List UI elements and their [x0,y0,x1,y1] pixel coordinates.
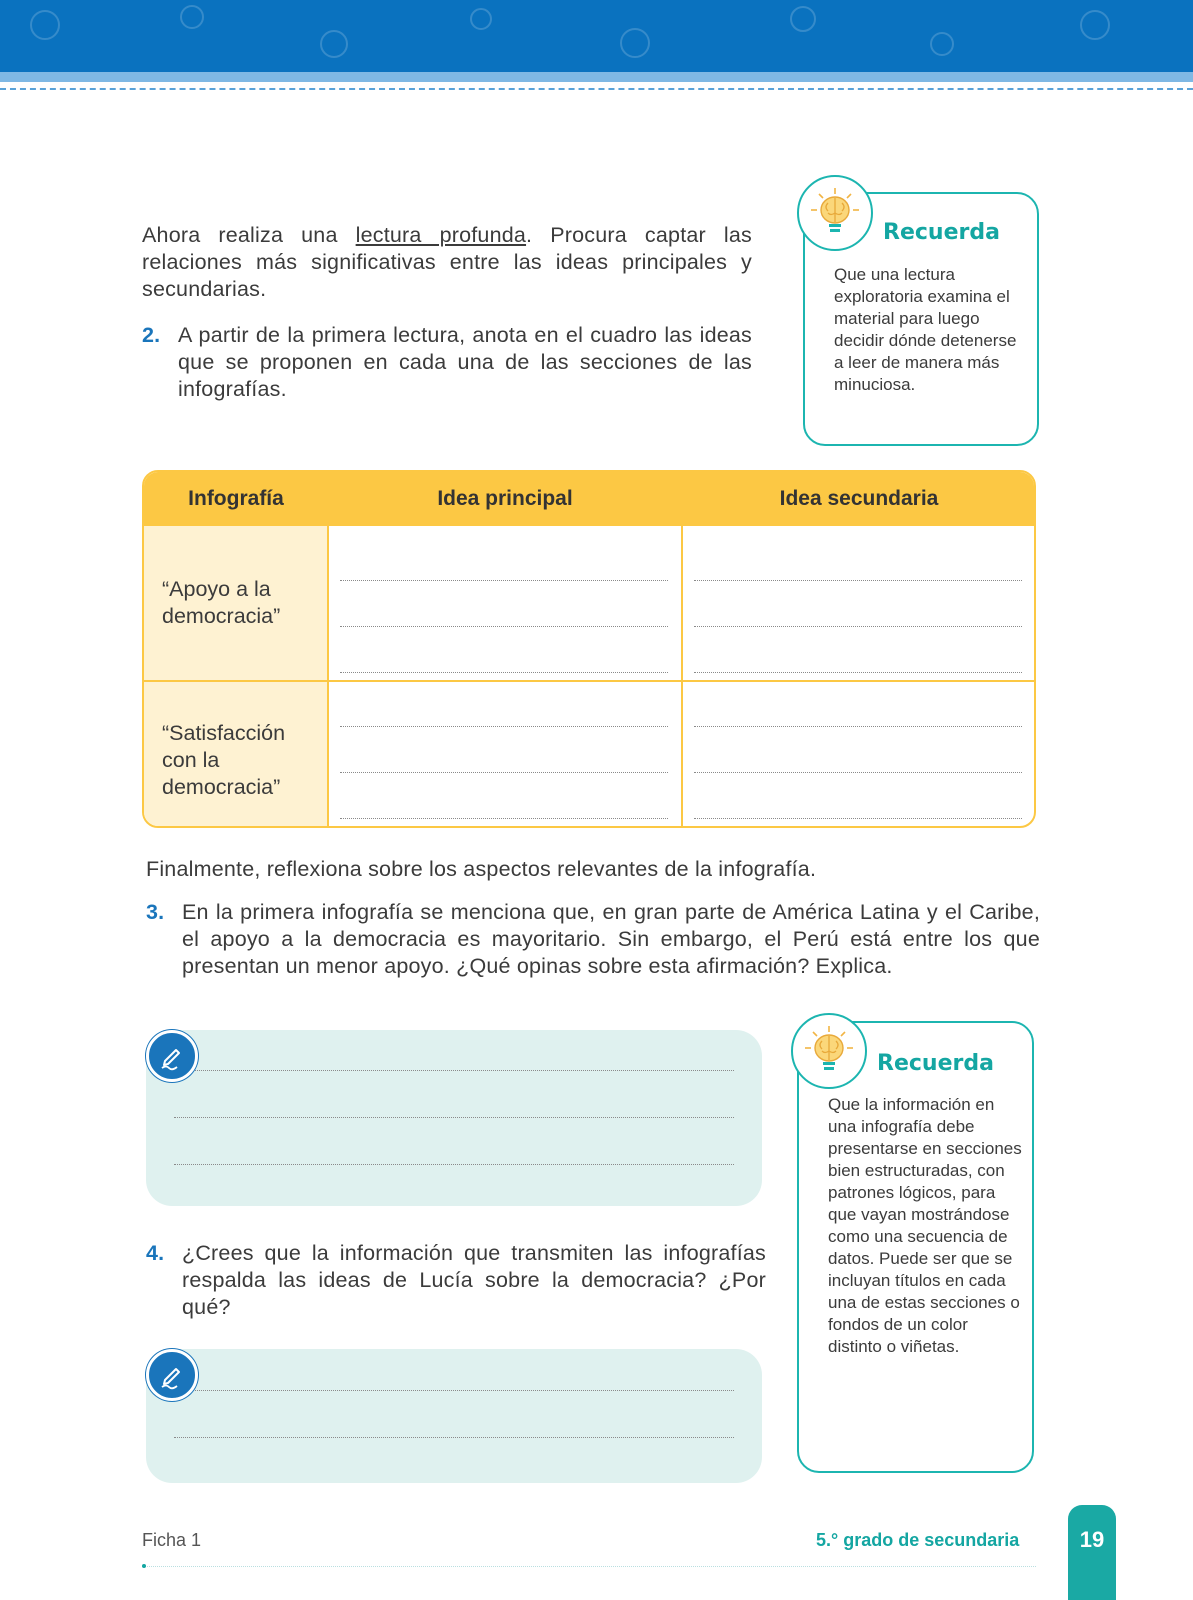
row-1-secundaria-line-3[interactable] [694,672,1022,673]
intro-part2: . Procura captar las relaciones más significativas entre las ideas principales y secundarias. [142,223,752,301]
answer-box-4[interactable] [146,1349,762,1483]
row-1-label: “Apoyo a la democracia” [162,577,281,628]
page-number: 19 [1068,1505,1116,1600]
intro-part1: Ahora realiza una [142,223,356,247]
question-4 [146,1240,766,1321]
row-2-principal-line-1[interactable] [340,726,668,727]
answer-3-line-2[interactable] [174,1117,734,1118]
question-4-number: 4. [146,1241,165,1265]
row-1-secundaria-line-1[interactable] [694,580,1022,581]
recuerda-2-title: Recuerda [877,1051,994,1076]
row-1-secundaria-line-2[interactable] [694,626,1022,627]
footer-ficha: Ficha 1 [142,1530,202,1550]
footer-grade: 5.° grado de secundaria [816,1530,1020,1550]
row-1-principal-line-2[interactable] [340,626,668,627]
recuerda-1-title: Recuerda [883,220,1000,245]
answer-4-line-1[interactable] [174,1390,734,1391]
brain-lightbulb-icon [797,175,873,251]
header-idea-principal: Idea principal [437,487,573,510]
answer-box-3[interactable] [146,1030,762,1206]
answer-4-line-2[interactable] [174,1437,734,1438]
banner-dashed-divider [0,88,1193,90]
pencil-icon [146,1349,198,1401]
question-3 [146,899,1040,980]
question-2-number: 2. [142,323,161,347]
row-2-secundaria-line-2[interactable] [694,772,1022,773]
answer-3-line-1[interactable] [174,1070,734,1071]
column-separator-1 [327,472,329,826]
footer-divider [142,1566,1036,1567]
question-4-text: ¿Crees que la información que transmiten las infografías respalda las ideas de Lucía sobre la democracia? ¿Por qué? [182,1241,766,1319]
ideas-table [142,470,1036,828]
column-separator-2 [681,472,683,826]
top-banner [0,0,1193,72]
row-2-secundaria-line-3[interactable] [694,818,1022,819]
question-3-text: En la primera infografía se menciona que, en gran parte de América Latina y el Caribe, el apoyo a la democracia es mayoritario. Sin embargo, el Perú está entre los que presentan un menor apoyo. ¿Qué opinas sobre esta afirmación? Explica. [182,900,1040,978]
pencil-icon [146,1030,198,1082]
finalmente-paragraph: Finalmente, reflexiona sobre los aspectos relevantes de la infografía. [146,857,817,881]
row-2-label: “Satisfacción con la democracia” [162,721,286,799]
intro-underlined: lectura profunda [355,223,527,247]
brain-lightbulb-icon [791,1013,867,1089]
intro-paragraph [142,222,752,303]
header-idea-secundaria: Idea secundaria [779,487,939,510]
recuerda-1-body: Que una lectura exploratoria examina el material para luego decidir dónde detenerse a leer de manera más minuciosa. [834,265,1017,394]
question-3-number: 3. [146,900,165,924]
recuerda-2-body: Que la información en una infografía debe presentarse en secciones bien estructuradas, con patrones lógicos, para que vayan mostrándose como una secuencia de datos. Puede ser que se incluyan títulos en cada una de estas secciones o fondos de un color distinto o viñetas. [828,1095,1022,1356]
row-1-principal-line-3[interactable] [340,672,668,673]
banner-stripe [0,72,1193,82]
row-2-secundaria-line-1[interactable] [694,726,1022,727]
row-2-principal-line-2[interactable] [340,772,668,773]
question-2 [142,322,752,403]
header-infografia: Infografía [188,487,284,510]
footer-dot [142,1564,146,1568]
row-2-principal-line-3[interactable] [340,818,668,819]
question-2-text: A partir de la primera lectura, anota en el cuadro las ideas que se proponen en cada una de las secciones de las infografías. [178,323,752,401]
row-separator [144,680,1034,682]
answer-3-line-3[interactable] [174,1164,734,1165]
row-1-principal-line-1[interactable] [340,580,668,581]
